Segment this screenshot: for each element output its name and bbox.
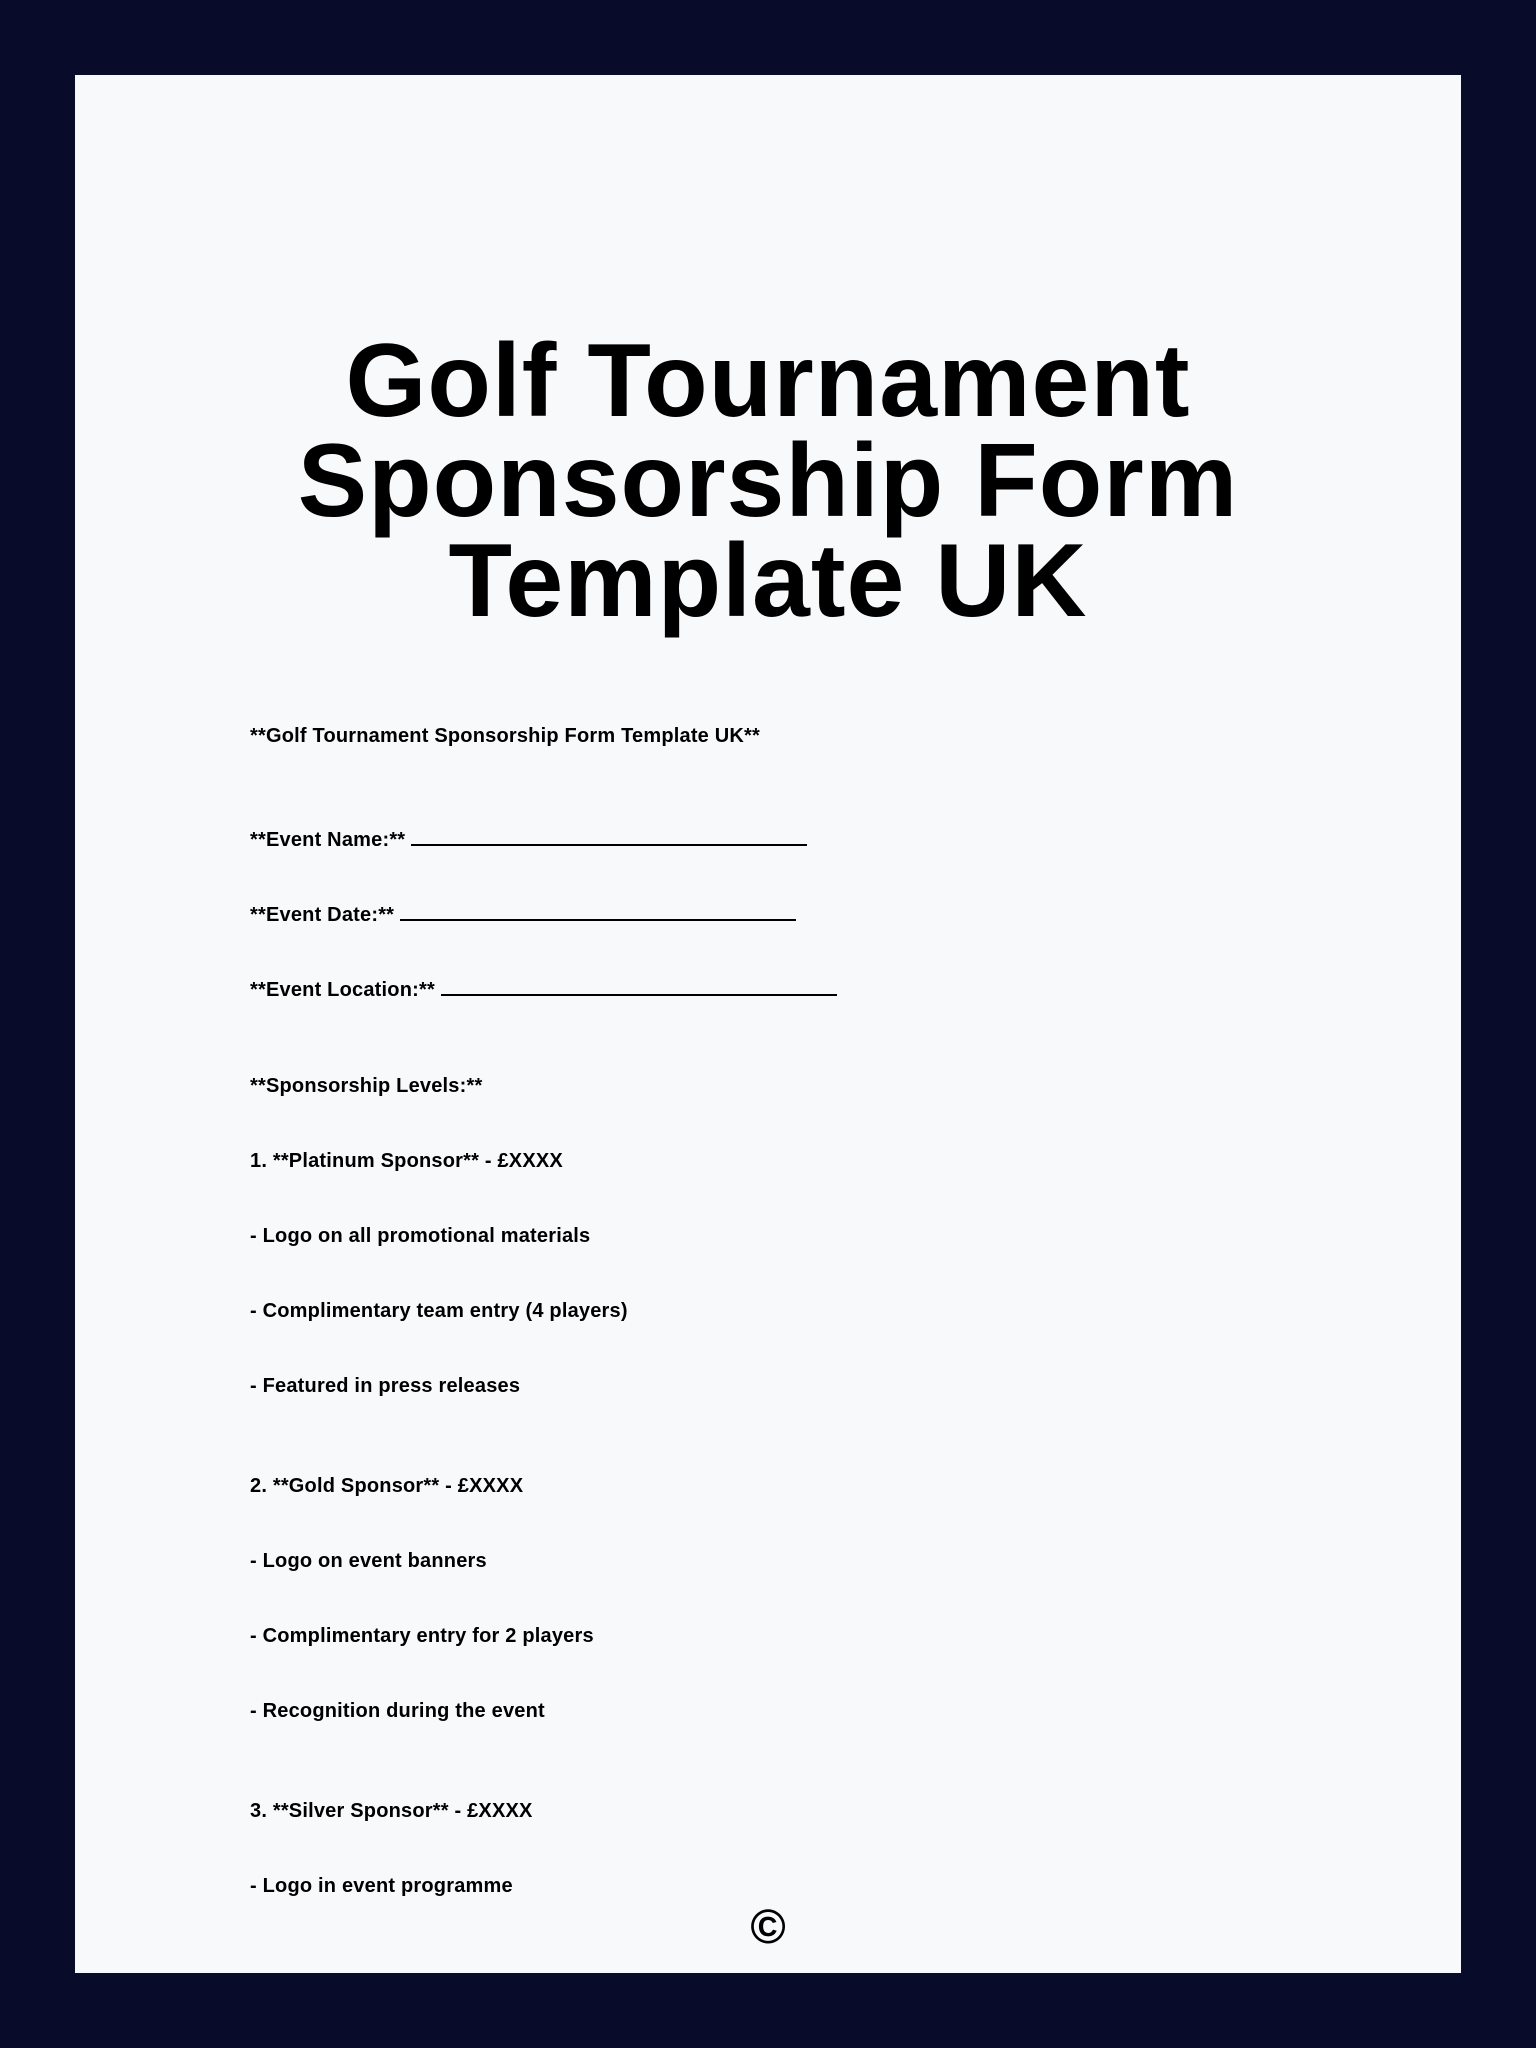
gold-benefit-item: - Logo on event banners xyxy=(250,1550,487,1572)
silver-sponsor-heading: 3. **Silver Sponsor** - £XXXX xyxy=(250,1800,533,1822)
platinum-sponsor-heading: 1. **Platinum Sponsor** - £XXXX xyxy=(250,1150,563,1172)
event-date-label: **Event Date:** xyxy=(250,904,395,926)
document-title: Golf Tournament Sponsorship Form Template UK xyxy=(297,323,1239,639)
event-location-blank-line xyxy=(441,974,837,996)
platinum-benefit-item: - Complimentary team entry (4 players) xyxy=(250,1300,628,1322)
gold-sponsor-heading: 2. **Gold Sponsor** - £XXXX xyxy=(250,1475,524,1497)
event-date-blank-line xyxy=(400,899,796,921)
platinum-benefit-item: - Featured in press releases xyxy=(250,1375,521,1397)
event-name-blank-line xyxy=(411,824,807,846)
sponsorship-levels-heading: **Sponsorship Levels:** xyxy=(250,1075,483,1097)
copyright-icon: © xyxy=(750,1901,786,1954)
event-location-field xyxy=(250,974,837,1002)
document-page xyxy=(75,75,1461,1973)
form-subtitle: **Golf Tournament Sponsorship Form Template UK** xyxy=(250,725,761,747)
event-date-field xyxy=(250,899,796,927)
platinum-benefit-item: - Logo on all promotional materials xyxy=(250,1225,591,1247)
gold-benefit-item: - Complimentary entry for 2 players xyxy=(250,1625,594,1647)
gold-benefit-item: - Recognition during the event xyxy=(250,1700,545,1722)
event-location-label: **Event Location:** xyxy=(250,979,435,1001)
event-name-label: **Event Name:** xyxy=(250,829,406,851)
silver-benefit-item: - Logo in event programme xyxy=(250,1875,513,1897)
event-name-field xyxy=(250,824,807,852)
